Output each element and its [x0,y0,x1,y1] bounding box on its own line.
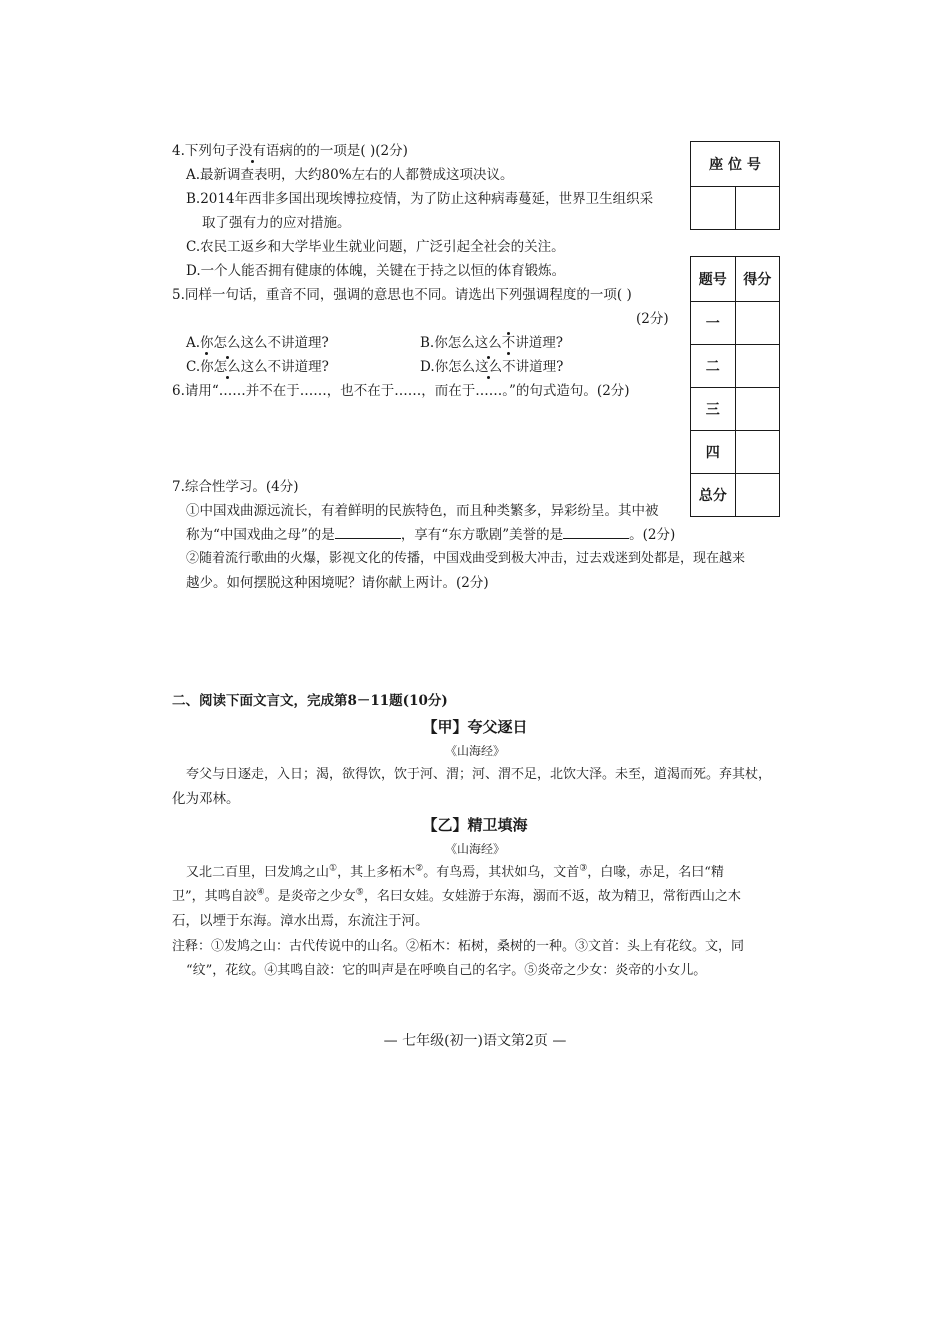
q4-option-b-cont: 取了强有力的应对措施。 [202,215,351,231]
seat-number-cell-1[interactable] [691,187,736,230]
section2-heading: 二、阅读下面文言文，完成第8－11题(10分) [172,693,448,709]
score-row-label: 一 [691,302,736,345]
score-row-label: 二 [691,345,736,388]
score-cell[interactable] [735,302,780,345]
footnote-marker: ③ [579,863,588,874]
q5-emphasis: 怎么 [213,359,241,375]
yi-text: ，名曰女娃。女娃游于东海，溺而不返，故为精卫，常衔西山之木 [363,889,741,904]
yi-text: 又北二百里，曰发鸠之山 [186,865,330,880]
answer-blank-2[interactable] [563,526,629,539]
q5-option-b [420,334,563,352]
yi-title: 【乙】精卫填海 [422,816,528,834]
score-cell[interactable] [735,474,780,517]
q7-text: 称为“中国戏曲之母”的是 [186,527,335,543]
q5-text: 怎么这么不讲道理? [213,335,329,351]
seat-number-box [690,141,780,230]
score-table [690,256,780,517]
yi-text: ，白喙，赤足，名曰“精 [587,865,724,880]
q5-emphasis: 这么 [475,359,503,375]
q4-option-c: C.农民工返乡和大学毕业生就业问题，广泛引起全社会的关注。 [186,239,565,255]
q4-option-a: A.最新调查表明，大约80%左右的人都赞成这项决议。 [186,167,514,183]
yi-text: 。有鸟焉，其状如乌，文首 [423,865,580,880]
score-cell[interactable] [735,388,780,431]
annotation-line1: 注释：①发鸠之山：古代传说中的山名。②柘木：柘树，桑树的一种。③文首：头上有花纹。文，同 [172,939,745,954]
jia-text-line1: 夸父与日逐走，入日；渴，欲得饮，饮于河、渭；河、渭不足，北饮大泽。未至，道渴而死。弃其杖， [186,767,772,782]
q4-stem-part: 语病的的一项是( )(2分) [265,143,408,159]
q5-text: A. [186,335,201,351]
q5-text: D.你怎么 [420,359,476,375]
q5-score: (2分) [636,311,669,327]
score-header-number: 题号 [691,257,736,302]
yi-text: 卫”，其鸣自詨 [172,889,257,904]
q7-part2-line2: 越少。如何摆脱这种困境呢？请你献上两计。(2分) [186,575,489,591]
q5-option-a [186,334,329,352]
q7-part2-line1: ②随着流行歌曲的火爆，影视文化的传播，中国戏曲受到极大冲击，过去戏迷到处都是，现在越来 [186,551,746,566]
q5-text: C.你 [186,359,214,375]
q6-stem: 6.请用“……并不在于……，也不在于……，而在于……。”的句式造句。(2分) [172,383,630,399]
page-footer: — 七年级(初一)语文第2页 — [383,1033,567,1049]
score-cell[interactable] [735,345,780,388]
q5-text: 不讲道理? [502,359,564,375]
yi-source: 《山海经》 [444,842,505,856]
q5-stem: 5.同样一句话，重音不同，强调的意思也不同。请选出下列强调程度的一项( ) [172,287,632,303]
yi-text: 。是炎帝之少女 [264,889,356,904]
jia-text-line2: 化为邓林。 [172,791,240,807]
q7-part1-line2 [186,526,675,544]
q4-option-b: B.2014年西非多国出现埃博拉疫情，为了防止这种病毒蔓延，世界卫生组织采 [186,191,654,207]
yi-text-line2 [172,888,741,906]
score-cell[interactable] [735,431,780,474]
footnote-marker: ① [329,863,338,874]
q5-text: 讲道理? [515,335,563,351]
seat-number-cell-2[interactable] [735,187,780,230]
score-row-label: 三 [691,388,736,431]
score-header-score: 得分 [735,257,780,302]
jia-title: 【甲】夸父逐日 [422,718,528,736]
q4-stem-part: 4.下列句子 [172,143,239,159]
score-row-label: 四 [691,431,736,474]
yi-text-line1 [186,864,724,882]
seat-number-label: 座 位 号 [691,142,780,187]
q5-text: 这么不讲道理? [240,359,329,375]
q4-stem [172,142,408,160]
annotation-line2: “纹”，花纹。④其鸣自詨：它的叫声是在呼唤自己的名字。⑤炎帝之少女：炎帝的小女儿。 [186,963,707,978]
footnote-marker: ④ [256,887,265,898]
jia-source: 《山海经》 [444,744,505,758]
q7-part1-line1: ①中国戏曲源远流长，有着鲜明的民族特色，而且种类繁多，异彩纷呈。其中被 [186,503,659,519]
q7-stem: 7.综合性学习。(4分) [172,479,299,495]
footnote-marker: ⑤ [355,887,364,898]
score-row-label: 总分 [691,474,736,517]
q5-emphasis: 你 [200,335,214,351]
answer-blank-1[interactable] [335,526,401,539]
q5-option-d [420,358,563,376]
q7-text: 。(2分) [629,527,676,543]
q4-option-d: D.一个人能否拥有健康的体魄，关键在于持之以恒的体育锻炼。 [186,263,566,279]
q5-text: B.你怎么这么 [420,335,502,351]
yi-text: ，其上多柘木 [337,865,416,880]
q4-stem-emphasis: 没有 [238,143,266,159]
yi-text-line3: 石，以堙于东海。漳水出焉，东流注于河。 [172,913,429,929]
q5-option-c [186,358,329,376]
q7-text: ，享有“东方歌剧”美誉的是 [400,527,564,543]
footnote-marker: ② [415,863,424,874]
q5-emphasis: 不 [501,335,516,351]
